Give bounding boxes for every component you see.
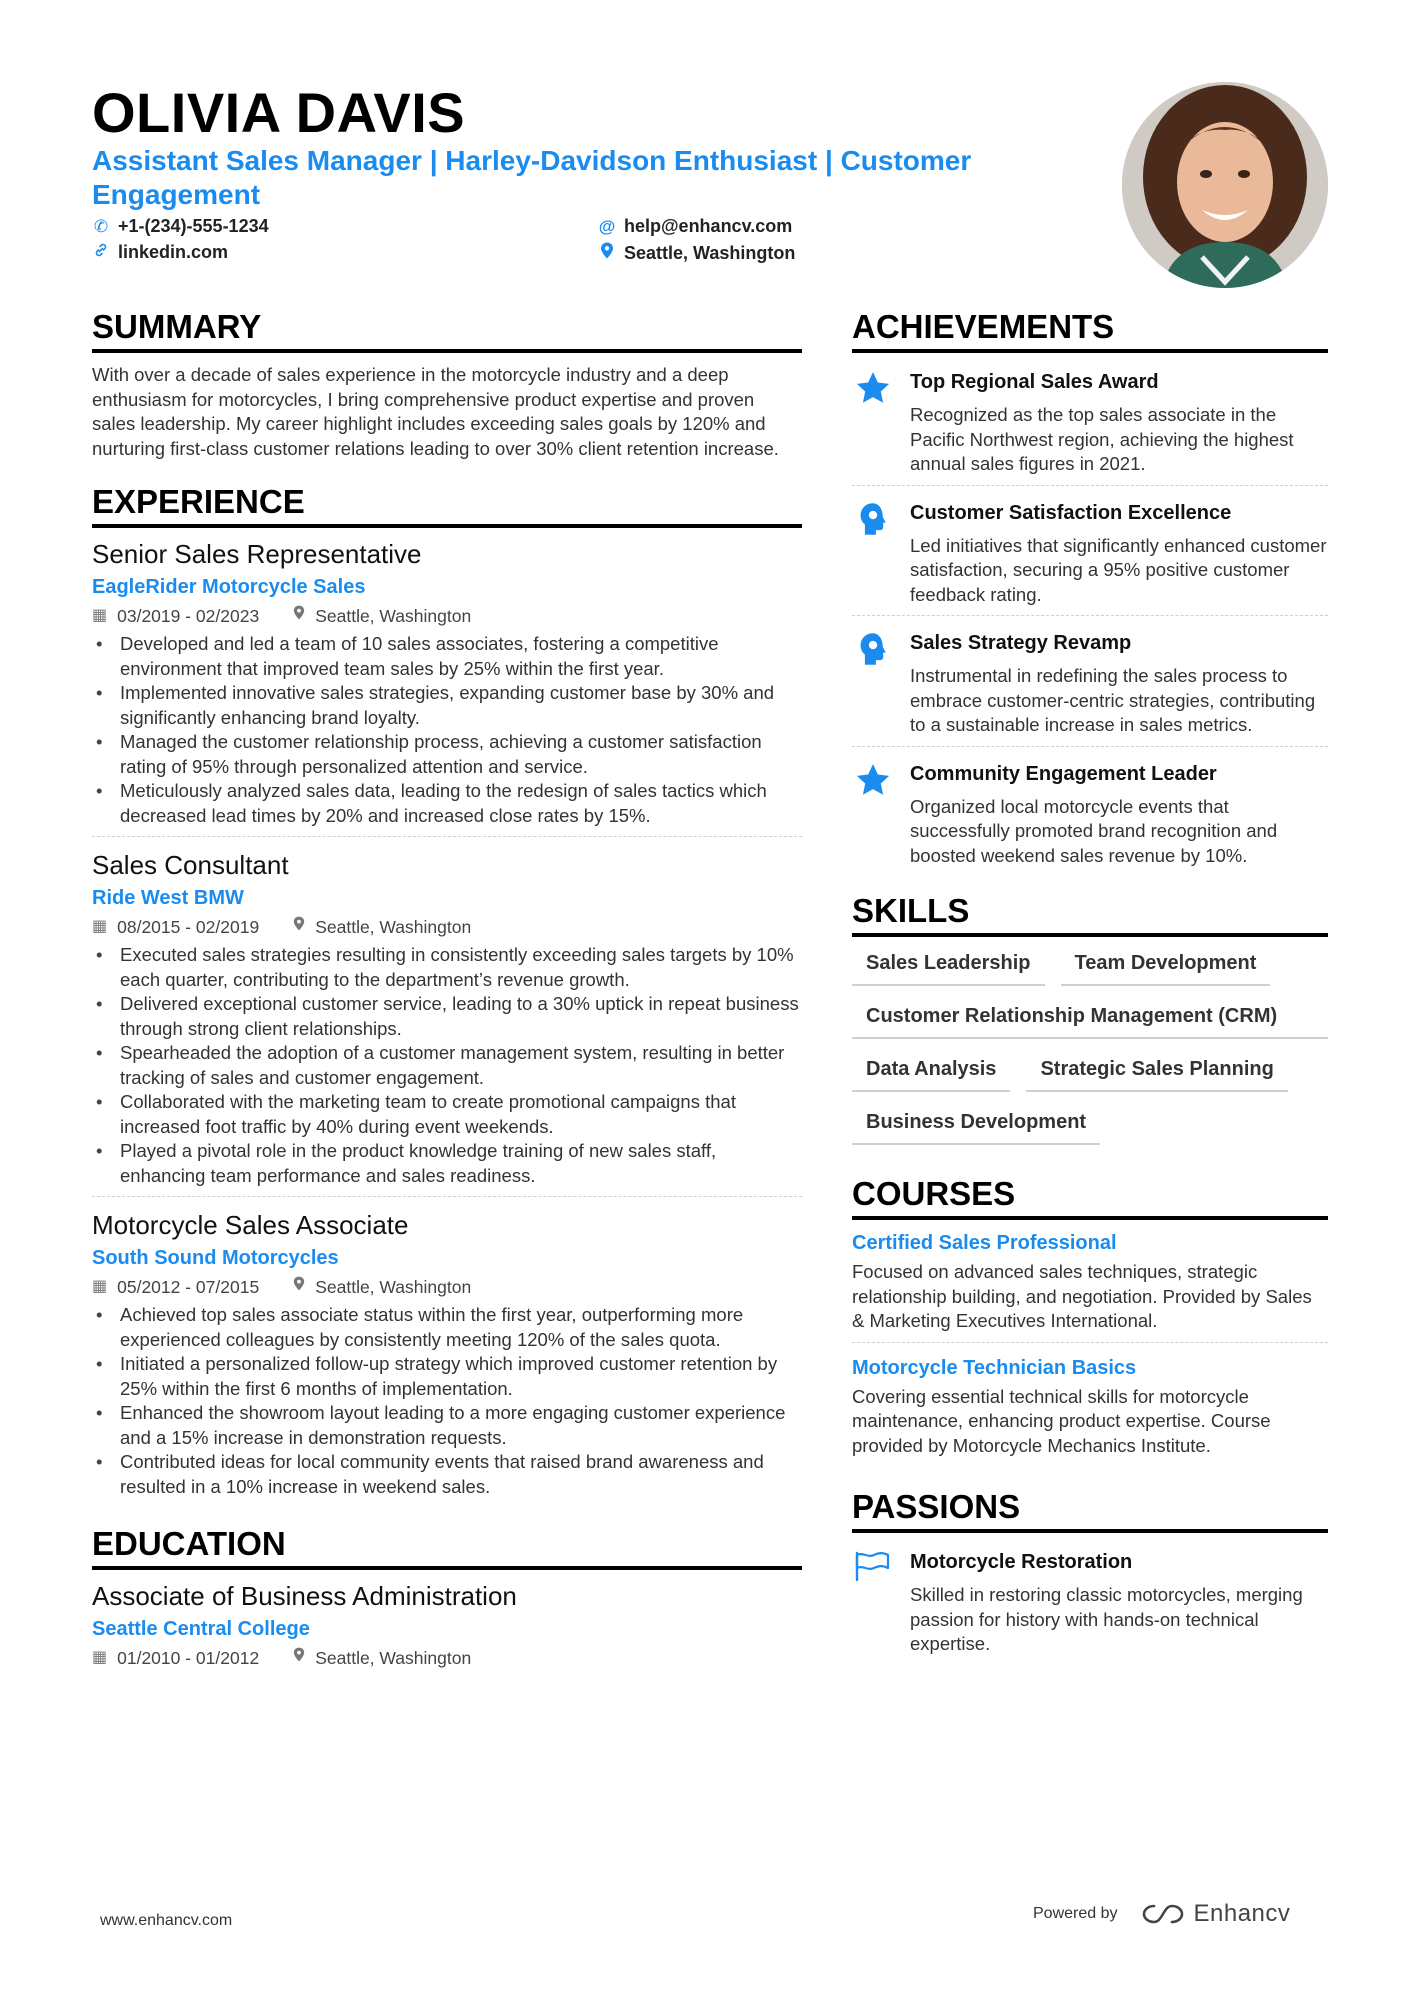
company-name: Ride West BMW	[92, 887, 244, 909]
bullet-item: • Played a pivotal role in the product knowledge training of new sales staff, enhancing team performance and sales readiness.	[92, 1139, 802, 1188]
company-name: South Sound Motorcycles	[92, 1247, 339, 1269]
skill-tag: Sales Leadership	[852, 947, 1045, 986]
education-location: Seattle, Washington	[315, 1648, 472, 1668]
skills-list	[852, 947, 1328, 1145]
experience-heading: EXPERIENCE	[92, 483, 802, 528]
job-meta	[92, 604, 802, 628]
bullet-item: • Implemented innovative sales strategies, expanding customer base by 30% and significantly enhancing brand loyalty.	[92, 681, 802, 730]
achievement-item	[852, 494, 1328, 617]
location-text: Seattle, Washington	[624, 242, 796, 263]
job-bullets	[92, 1303, 802, 1499]
education-meta	[92, 1646, 802, 1670]
location-pin-icon	[293, 1275, 305, 1299]
job-meta	[92, 1275, 802, 1299]
link-icon	[92, 242, 110, 263]
job-location: Seattle, Washington	[315, 1277, 472, 1297]
job-location: Seattle, Washington	[315, 917, 472, 937]
skills-section	[852, 892, 1328, 1145]
education-dates: 01/2010 - 01/2012	[117, 1648, 260, 1668]
summary-section	[92, 308, 802, 461]
job-title: Senior Sales Representative	[92, 539, 422, 569]
achievement-item	[852, 755, 1328, 877]
phone-text: +1-(234)-555-1234	[118, 216, 269, 236]
course-title: Motorcycle Technician Basics	[852, 1356, 1137, 1379]
skill-tag: Business Development	[852, 1106, 1100, 1145]
linkedin-text[interactable]: linkedin.com	[118, 242, 229, 262]
head-icon	[852, 630, 894, 738]
achievement-title: Customer Satisfaction Excellence	[910, 501, 1232, 524]
location-pin-icon	[293, 915, 305, 939]
enhancv-logo-icon	[1140, 1902, 1186, 1926]
powered-by-label: Powered by	[1033, 1905, 1118, 1922]
achievements-heading: ACHIEVEMENTS	[852, 308, 1328, 353]
bullet-item: • Initiated a personalized follow-up strategy which improved customer retention by 25% within the first 6 months of implementation.	[92, 1352, 802, 1401]
course-item	[852, 1230, 1328, 1343]
brand-name: Enhancv	[1193, 1900, 1291, 1927]
phone-contact	[92, 216, 269, 237]
summary-heading: SUMMARY	[92, 308, 802, 353]
star-icon	[852, 369, 894, 477]
right-column	[852, 308, 1328, 1673]
education-section	[92, 1525, 802, 1670]
candidate-headline: Assistant Sales Manager | Harley-Davidson Enthusiast | Customer Engagement	[92, 145, 972, 210]
job-dates: 03/2019 - 02/2023	[117, 606, 260, 626]
achievement-text: Recognized as the top sales associate in the Pacific Northwest region, achieving the highest annual sales figures in 2021.	[910, 404, 1294, 474]
courses-heading: COURSES	[852, 1175, 1328, 1220]
bullet-item: • Executed sales strategies resulting in consistently exceeding sales targets by 10% each quarter, contributing to the department’s revenue growth.	[92, 943, 802, 992]
star-icon	[852, 761, 894, 869]
contact-info	[92, 216, 872, 268]
courses-section	[852, 1175, 1328, 1466]
skill-tag: Customer Relationship Management (CRM)	[852, 1000, 1328, 1039]
school-name: Seattle Central College	[92, 1618, 310, 1640]
calendar-icon: ▦	[92, 607, 108, 624]
experience-entry	[92, 849, 802, 1197]
course-text: Focused on advanced sales techniques, strategic relationship building, and negotiation. Provided by Sales & Marketing Executives International.	[852, 1261, 1312, 1331]
bullet-item: • Achieved top sales associate status within the first year, outperforming more experienced colleagues by consistently meeting 120% of the sales quota.	[92, 1303, 802, 1352]
bullet-item: • Collaborated with the marketing team to create promotional campaigns that increased foot traffic by 40% during event weekends.	[92, 1090, 802, 1139]
bullet-item: • Spearheaded the adoption of a customer management system, resulting in better tracking of sales and customer engagement.	[92, 1041, 802, 1090]
linkedin-contact[interactable]	[92, 242, 228, 263]
bullet-item: • Contributed ideas for local community events that raised brand awareness and resulted in a 10% increase in weekend sales.	[92, 1450, 802, 1499]
head-icon	[852, 500, 894, 608]
experience-section	[92, 483, 802, 1507]
achievement-item	[852, 624, 1328, 747]
course-item	[852, 1355, 1328, 1467]
achievement-title: Community Engagement Leader	[910, 762, 1217, 785]
location-pin-icon	[293, 604, 305, 628]
location-pin-icon	[293, 1646, 305, 1670]
passion-text: Skilled in restoring classic motorcycles, merging passion for history with hands-on technical expertise.	[910, 1584, 1303, 1654]
profile-photo	[1122, 82, 1328, 288]
education-heading: EDUCATION	[92, 1525, 802, 1570]
job-meta	[92, 915, 802, 939]
achievement-text: Led initiatives that significantly enhanced customer satisfaction, securing a 95% positive customer feedback rating.	[910, 534, 1327, 605]
job-dates: 05/2012 - 07/2015	[117, 1277, 260, 1297]
experience-entry	[92, 1209, 802, 1507]
flag-icon	[852, 1549, 894, 1657]
passions-section	[852, 1488, 1328, 1665]
job-bullets	[92, 943, 802, 1188]
course-text: Covering essential technical skills for motorcycle maintenance, enhancing product expertise. Course provided by Motorcycle Mechanics Institute.	[852, 1385, 1271, 1456]
achievement-text: Organized local motorcycle events that successfully promoted brand recognition and boosted weekend sales revenue by 10%.	[910, 795, 1278, 866]
skill-tag: Team Development	[1061, 947, 1271, 986]
achievement-title: Top Regional Sales Award	[910, 371, 1159, 393]
calendar-icon: ▦	[92, 1278, 108, 1295]
location-pin-icon	[598, 242, 616, 264]
job-location: Seattle, Washington	[315, 606, 472, 626]
course-title: Certified Sales Professional	[852, 1232, 1117, 1254]
skills-heading: SKILLS	[852, 892, 1328, 937]
achievement-text: Instrumental in redefining the sales process to embrace customer-centric strategies, contributing to a sustainable increase in sales metrics.	[910, 665, 1316, 735]
achievement-title: Sales Strategy Revamp	[910, 632, 1132, 654]
summary-text: With over a decade of sales experience in the motorcycle industry and a deep enthusiasm for motorcycles, I bring comprehensive product expertise and proven sales leadership. My career highlight includes exceeding sales goals by 120% and nurturing first-class customer relations leading to over 30% client retention increase.	[92, 364, 779, 459]
passions-heading: PASSIONS	[852, 1488, 1328, 1533]
skill-tag: Data Analysis	[852, 1053, 1010, 1092]
calendar-icon: ▦	[92, 1649, 108, 1666]
calendar-icon: ▦	[92, 918, 108, 935]
job-title: Sales Consultant	[92, 850, 289, 880]
email-text[interactable]: help@enhancv.com	[624, 216, 793, 236]
footer-website[interactable]: www.enhancv.com	[100, 1912, 233, 1929]
passion-item	[852, 1543, 1328, 1665]
job-dates: 08/2015 - 02/2019	[117, 917, 260, 937]
bullet-item: • Enhanced the showroom layout leading to a more engaging customer experience and a 15% increase in demonstration requests.	[92, 1401, 802, 1450]
bullet-item: • Developed and led a team of 10 sales associates, fostering a competitive environment that improved team sales by 25% within the first year.	[92, 632, 802, 681]
degree-title: Associate of Business Administration	[92, 1581, 517, 1611]
location-contact	[598, 242, 795, 264]
achievements-section	[852, 308, 1328, 876]
bullet-item: • Managed the customer relationship process, achieving a customer satisfaction rating of 95% through personalized attention and service.	[92, 730, 802, 779]
job-bullets	[92, 632, 802, 828]
footer-branding	[1033, 1900, 1290, 1928]
job-title: Motorcycle Sales Associate	[92, 1210, 409, 1240]
candidate-name: OLIVIA DAVIS	[92, 81, 466, 144]
passion-title: Motorcycle Restoration	[910, 1551, 1133, 1573]
skill-tag: Strategic Sales Planning	[1026, 1053, 1287, 1092]
experience-entry	[92, 538, 802, 837]
bullet-item: • Delivered exceptional customer service, leading to a 30% uptick in repeat business through strong client relationships.	[92, 992, 802, 1041]
achievement-item	[852, 363, 1328, 486]
company-name: EagleRider Motorcycle Sales	[92, 576, 366, 598]
enhancv-logo[interactable]	[1140, 1900, 1291, 1928]
left-column	[92, 308, 802, 1674]
bullet-item: • Meticulously analyzed sales data, leading to the redesign of sales tactics which decreased lead times by 20% and increased close rates by 15%.	[92, 779, 802, 828]
at-icon: @	[598, 216, 616, 236]
phone-icon: ✆	[93, 216, 109, 236]
email-contact[interactable]	[598, 216, 792, 237]
